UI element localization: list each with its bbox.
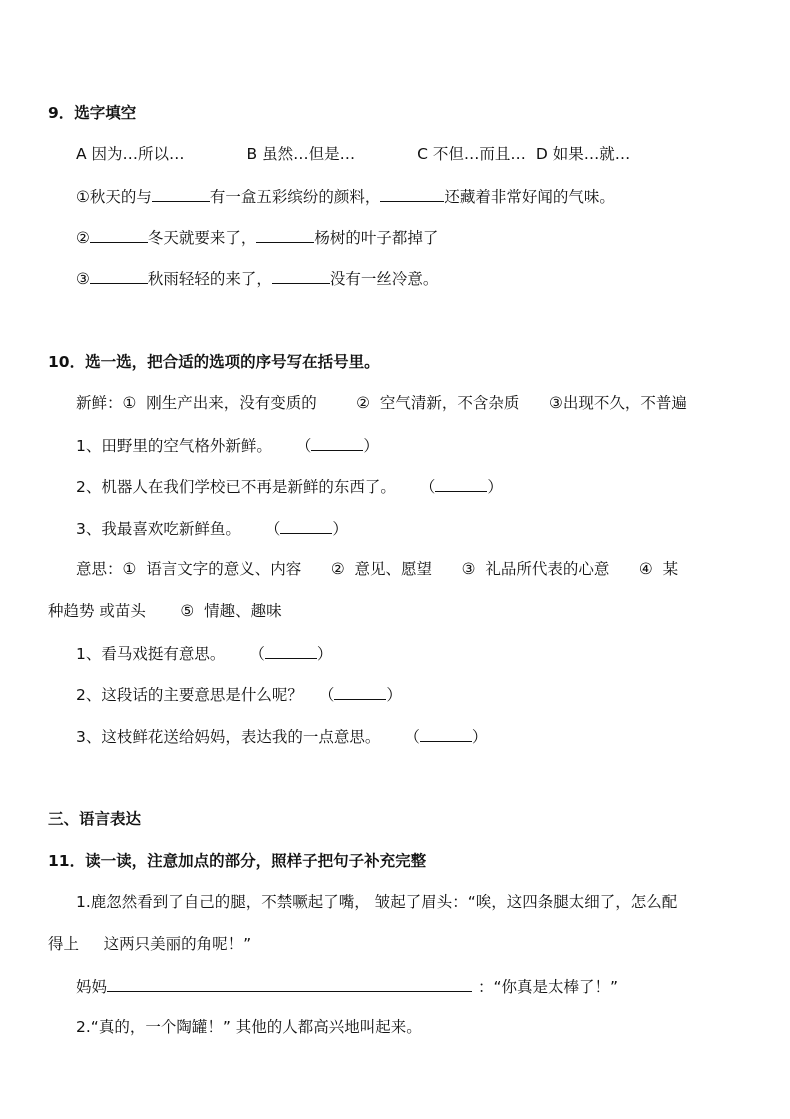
answer-blank[interactable] bbox=[311, 434, 363, 451]
q9-options bbox=[76, 143, 630, 165]
fill-blank[interactable] bbox=[380, 185, 444, 202]
q10-item-x1: 1、田野里的空气格外新鲜。 （ ） bbox=[76, 434, 379, 457]
xinxian-definitions: 新鲜：① 刚生产出来，没有变质的 ② 空气清新，不含杂质 ③出现不久，不普遍 bbox=[76, 394, 687, 412]
answer-blank[interactable] bbox=[435, 475, 487, 492]
q9-option-d: D 如果…就… bbox=[535, 145, 631, 163]
q9-option-b: B 虽然…但是… bbox=[246, 145, 356, 163]
yisi-definitions-cont: 种趋势 或苗头 ⑤ 情趣、趣味 bbox=[48, 602, 282, 620]
q9-sentence-2: ② 冬天就要来了， 杨树的叶子都掉了 bbox=[76, 226, 438, 249]
fill-blank[interactable] bbox=[256, 226, 314, 243]
q11-mom-line: 妈妈 ：“你真是太棒了！” bbox=[76, 975, 618, 998]
section-3-title: 三、语言表达 bbox=[48, 810, 142, 828]
q9-option-c: C 不但…而且… bbox=[417, 145, 526, 163]
q9-sentence-1: ①秋天的与 有一盒五彩缤纷的颜料， 还藏着非常好闻的气味。 bbox=[76, 185, 615, 208]
q9-option-a: A 因为…所以… bbox=[76, 145, 185, 163]
answer-blank[interactable] bbox=[265, 642, 317, 659]
q11-title: 11．读一读，注意加点的部分，照样子把句子补充完整 bbox=[48, 852, 427, 870]
answer-blank[interactable] bbox=[420, 725, 472, 742]
q10-item-x3: 3、我最喜欢吃新鲜鱼。 （ ） bbox=[76, 517, 348, 540]
q10-item-y3: 3、这枝鲜花送给妈妈，表达我的一点意思。 （ ） bbox=[76, 725, 487, 748]
fill-blank[interactable] bbox=[90, 226, 148, 243]
q11-passage-2: 2.“真的，一个陶罐！” 其他的人都高兴地叫起来。 bbox=[76, 1018, 422, 1036]
q11-passage-1-line-1: 1.鹿忽然看到了自己的腿，不禁噘起了嘴， 皱起了眉头：“唉，这四条腿太细了，怎么配 bbox=[76, 893, 678, 911]
q9-sentence-3: ③ 秋雨轻轻的来了， 没有一丝冷意。 bbox=[76, 267, 438, 290]
q10-title: 10．选一选，把合适的选项的序号写在括号里。 bbox=[48, 353, 380, 371]
q10-item-y2: 2、这段话的主要意思是什么呢？ （ ） bbox=[76, 683, 402, 706]
answer-blank[interactable] bbox=[280, 517, 332, 534]
q10-item-y1: 1、看马戏挺有意思。 （ ） bbox=[76, 642, 332, 665]
fill-blank[interactable] bbox=[107, 975, 472, 992]
q9-title: 9．选字填空 bbox=[48, 104, 137, 122]
q11-passage-1-line-2: 得上 这两只美丽的角呢！” bbox=[48, 935, 252, 953]
yisi-definitions: 意思：① 语言文字的意义、内容 ② 意见、愿望 ③ 礼品所代表的心意 ④ 某 bbox=[76, 560, 679, 578]
fill-blank[interactable] bbox=[90, 267, 148, 284]
answer-blank[interactable] bbox=[334, 683, 386, 700]
q10-item-x2: 2、机器人在我们学校已不再是新鲜的东西了。 （ ） bbox=[76, 475, 503, 498]
fill-blank[interactable] bbox=[272, 267, 330, 284]
fill-blank[interactable] bbox=[152, 185, 210, 202]
